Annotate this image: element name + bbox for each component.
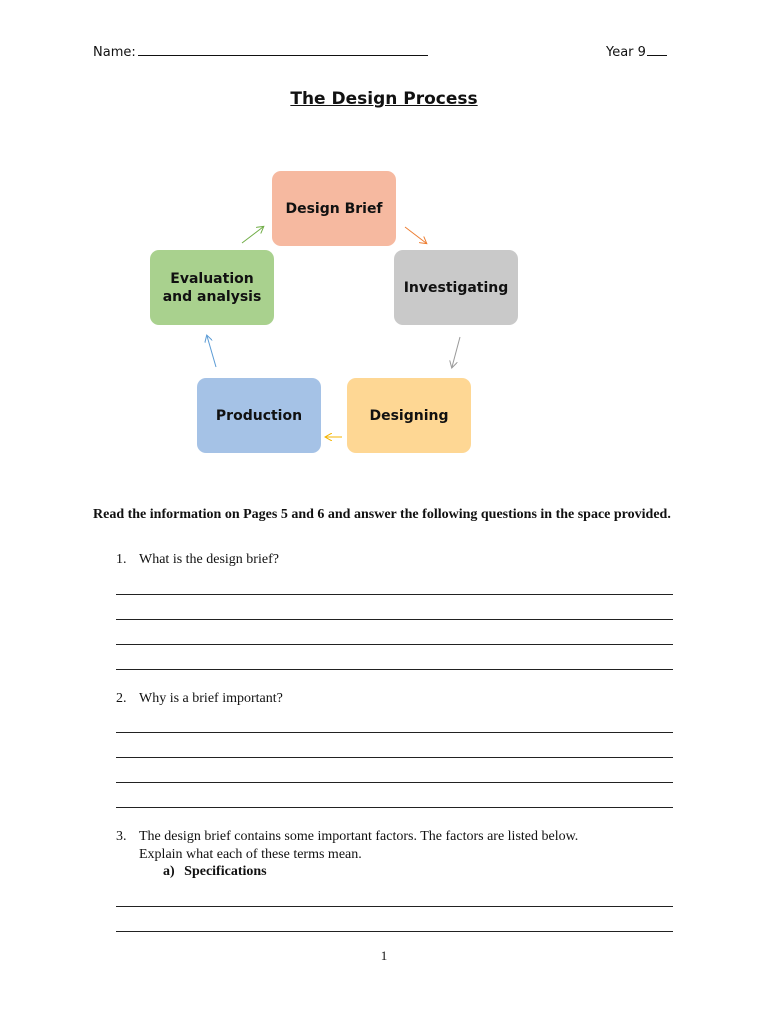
year-label: Year 9 (606, 45, 646, 60)
answer-line[interactable] (116, 757, 673, 758)
sub-item-label: a) (163, 864, 175, 879)
question-2-text: Why is a brief important? (139, 691, 283, 706)
stage-investigating-label: Investigating (403, 279, 509, 296)
question-3 (116, 828, 676, 864)
answer-line[interactable] (116, 732, 673, 733)
page-title-text: The Design Process (290, 89, 478, 109)
answer-line[interactable] (116, 594, 673, 595)
answer-line[interactable] (116, 807, 673, 808)
answer-line[interactable] (116, 619, 673, 620)
answer-line[interactable] (116, 644, 673, 645)
arrow-evaluation-to-brief (242, 227, 263, 243)
answer-line[interactable] (116, 931, 673, 932)
question-3-text: The design brief contains some important factors. The factors are listed below. (139, 829, 579, 844)
name-field (93, 43, 428, 60)
stage-designing (347, 378, 471, 453)
page-number: 1 (380, 948, 388, 963)
instructions: Read the information on Pages 5 and 6 and answer the following questions in the space provided. (93, 507, 671, 522)
answer-line[interactable] (116, 782, 673, 783)
stage-production-label: Production (215, 407, 303, 424)
year-blank (647, 43, 667, 56)
sub-item-specifications (163, 864, 267, 880)
sub-item-text: Specifications (184, 864, 267, 879)
stage-evaluation-label: Evaluation and analysis (162, 270, 262, 305)
stage-design-brief-label: Design Brief (285, 200, 383, 217)
question-2 (116, 690, 676, 708)
question-2-number: 2. (116, 691, 127, 706)
year-field (606, 43, 667, 60)
stage-production (197, 378, 321, 453)
question-1-text: What is the design brief? (139, 552, 279, 567)
answer-line[interactable] (116, 906, 673, 907)
arrow-brief-to-investigating (405, 227, 426, 243)
page-title (0, 89, 768, 109)
stage-designing-label: Designing (369, 407, 449, 424)
question-1-number: 1. (116, 552, 127, 567)
stage-evaluation (150, 250, 274, 325)
stage-investigating (394, 250, 518, 325)
stage-design-brief (272, 171, 396, 246)
arrow-production-to-evaluation (207, 336, 216, 367)
question-3-text-line2: Explain what each of these terms mean. (139, 847, 362, 862)
arrow-investigating-to-designing (452, 337, 460, 367)
name-label: Name: (93, 45, 136, 60)
name-blank (138, 43, 428, 56)
question-3-number: 3. (116, 829, 127, 844)
question-1 (116, 551, 676, 569)
answer-line[interactable] (116, 669, 673, 670)
